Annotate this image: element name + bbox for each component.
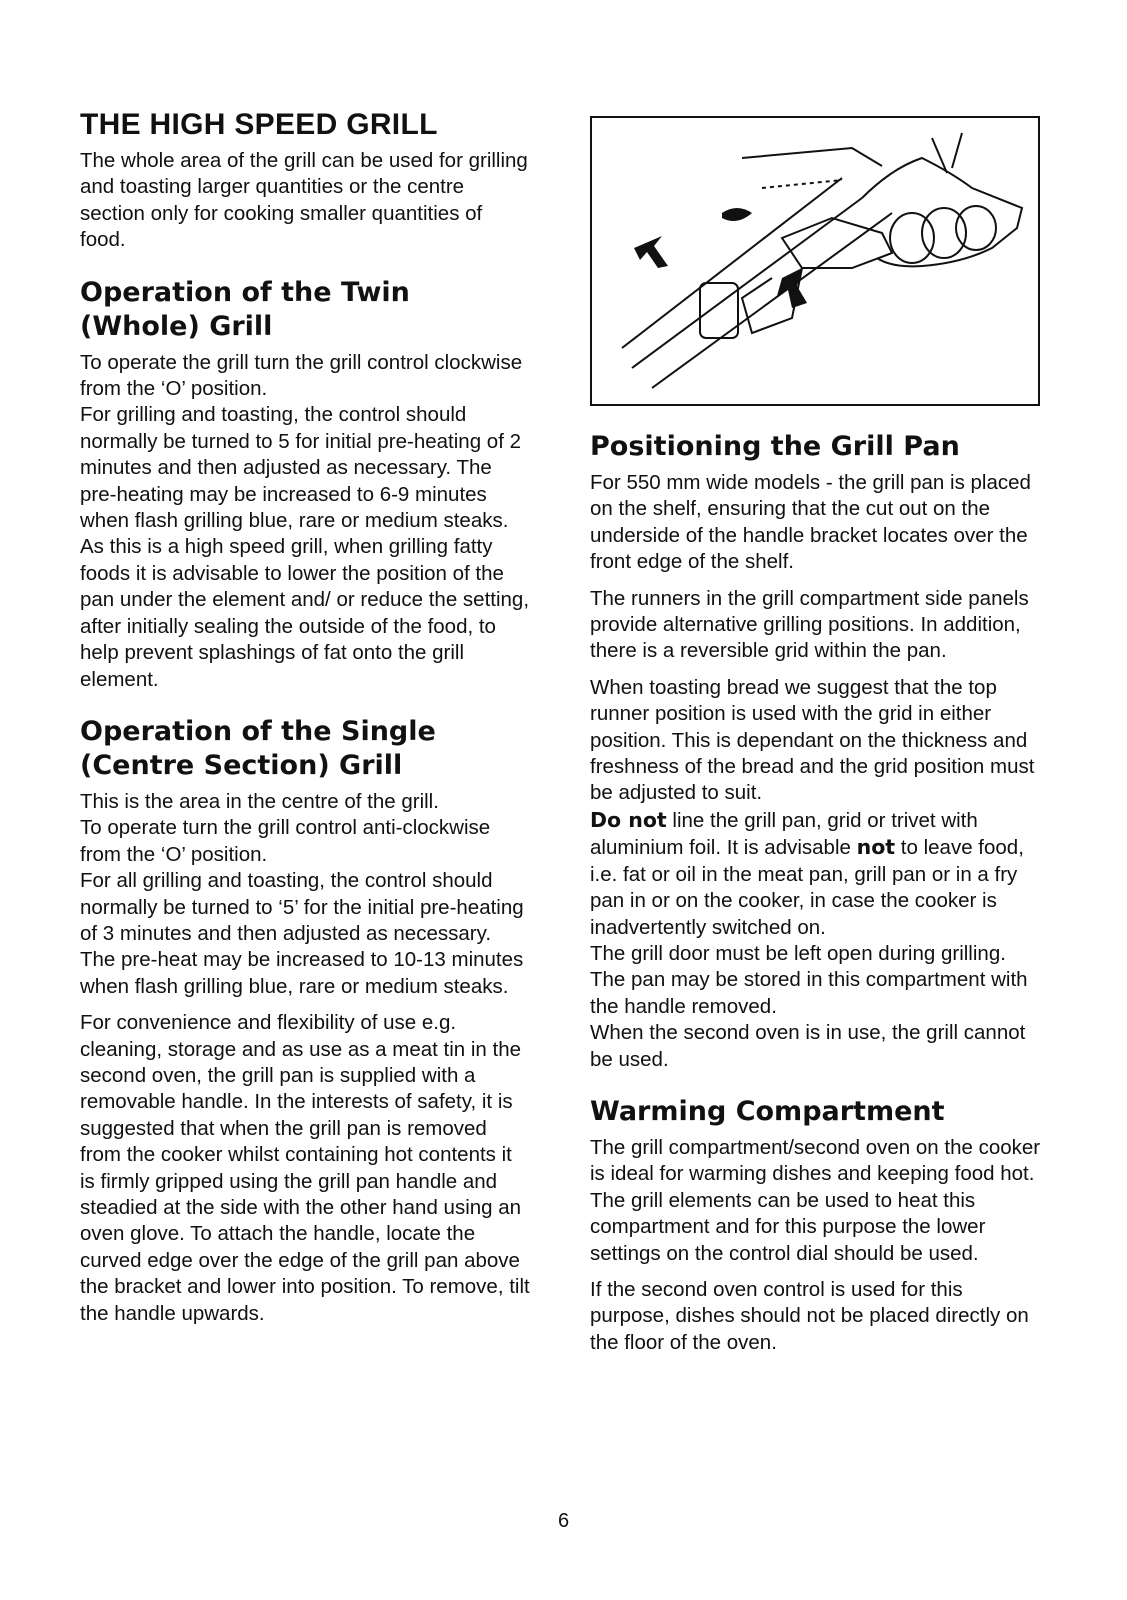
left-column bbox=[80, 108, 530, 1327]
p4-text-b: to leave food, i.e. fat or oil in the meat pan, grill pan or in a fry pan in or on the cooker, in case the cooker is inadvertently switched on. bbox=[590, 836, 1024, 939]
warming-paragraph-1: The grill compartment/second oven on the cooker is ideal for warming dishes and keeping food hot. The grill elements can be used to heat this compartment and for this purpose the lower settings on the control dial should be used. bbox=[590, 1135, 1041, 1265]
twin-paragraph-3: As this is a high speed grill, when grilling fatty foods it is advisable to lower the position of the pan under the element and/ or reduce the setting, after initially sealing the outside of the food, to help prevent splashings of fat onto the grill element. bbox=[80, 535, 530, 691]
positioning-paragraph-5: The grill door must be left open during grilling. bbox=[590, 941, 1006, 965]
twin-paragraph-1: To operate the grill turn the grill control clockwise from the ‘O’ position. bbox=[80, 350, 523, 401]
single-grill-heading bbox=[80, 715, 530, 783]
twin-paragraph-2: For grilling and toasting, the control should normally be turned to 5 for initial pre-heating of 2 minutes and then adjusted as necessary. The pre-heating may be increased to 6-9 minutes when flash grilling blue, rare or medium steaks. bbox=[80, 403, 522, 533]
positioning-paragraph-4 bbox=[590, 807, 1042, 941]
right-column bbox=[590, 108, 1042, 1356]
positioning-paragraph-1: For 550 mm wide models - the grill pan is placed on the shelf, ensuring that the cut out on the underside of the handle bracket locates over the front edge of the shelf. bbox=[590, 471, 1031, 574]
hand-detail bbox=[932, 133, 962, 173]
grill-handle-drawing bbox=[592, 118, 1038, 404]
not-bold: not bbox=[856, 835, 896, 860]
arrow-down-icon bbox=[777, 268, 807, 308]
single-paragraph-1: This is the area in the centre of the grill. bbox=[80, 789, 439, 813]
twin-grill-heading bbox=[80, 276, 530, 344]
swirl-icon bbox=[722, 208, 752, 221]
positioning-heading: Positioning the Grill Pan bbox=[590, 431, 960, 462]
finger bbox=[890, 213, 934, 263]
finger bbox=[956, 206, 996, 250]
pan-edge-line bbox=[632, 198, 862, 368]
single-paragraph-2: To operate turn the grill control anti-clockwise from the ‘O’ position. bbox=[80, 816, 491, 866]
positioning-paragraph-2: The runners in the grill compartment side panels provide alternative grilling positions. In addition, there is a reversible grid within the pan. bbox=[590, 586, 1029, 663]
single-heading-line2: (Centre Section) Grill bbox=[80, 749, 403, 781]
pan-rim-line bbox=[742, 148, 882, 166]
single-paragraph-3: For all grilling and toasting, the control should normally be turned to ‘5’ for the initial pre-heating of 3 minutes and then adjusted as necessary. bbox=[80, 869, 524, 945]
arrow-left-icon bbox=[634, 236, 668, 268]
p4-text-a: line the grill pan, grid or trivet with aluminium foil. It is advisable bbox=[590, 808, 978, 860]
positioning-paragraph-7: When the second oven is in use, the grill cannot be used. bbox=[590, 1021, 1026, 1071]
page-title: THE HIGH SPEED GRILL bbox=[80, 108, 438, 141]
intro-paragraph: The whole area of the grill can be used for grilling and toasting larger quantities or the centre section only for cooking smaller quantities of food. bbox=[80, 149, 528, 252]
grill-pan-handle-illustration bbox=[590, 116, 1040, 406]
do-not-bold: Do not bbox=[590, 807, 667, 832]
positioning-paragraph-3: When toasting bread we suggest that the top runner position is used with the grid in either position. This is dependant on the thickness and freshness of the bread and the grid position must be adjusted to suit. bbox=[590, 675, 1035, 805]
twin-heading-line2: (Whole) Grill bbox=[80, 310, 273, 342]
single-paragraph-4: The pre-heat may be increased to 10-13 minutes when flash grilling blue, rare or medium steaks. bbox=[80, 948, 524, 998]
twin-heading-line1: Operation of the Twin bbox=[80, 276, 410, 308]
pan-edge-line bbox=[652, 213, 892, 388]
single-paragraph-5: For convenience and flexibility of use e.g. cleaning, storage and as use as a meat tin in the second oven, the grill pan is supplied with a removable handle. In the interests of safety, it is suggested that when the grill pan is removed from the cooker whilst containing hot contents it is firmly gripped using the grill pan handle and steadied at the side with the other hand using an oven glove. To attach the handle, locate the curved edge over the edge of the grill pan above the bracket and lower into position. To remove, tilt the handle upwards. bbox=[80, 1011, 530, 1325]
warming-paragraph-2: If the second oven control is used for this purpose, dishes should not be placed directly on the floor of the oven. bbox=[590, 1277, 1029, 1354]
single-heading-line1: Operation of the Single bbox=[80, 715, 436, 747]
page-number: 6 bbox=[557, 1510, 570, 1532]
hand-outline bbox=[862, 158, 1022, 266]
warming-heading: Warming Compartment bbox=[590, 1095, 945, 1127]
positioning-paragraph-6: The pan may be stored in this compartment with the handle removed. bbox=[590, 968, 1028, 1018]
